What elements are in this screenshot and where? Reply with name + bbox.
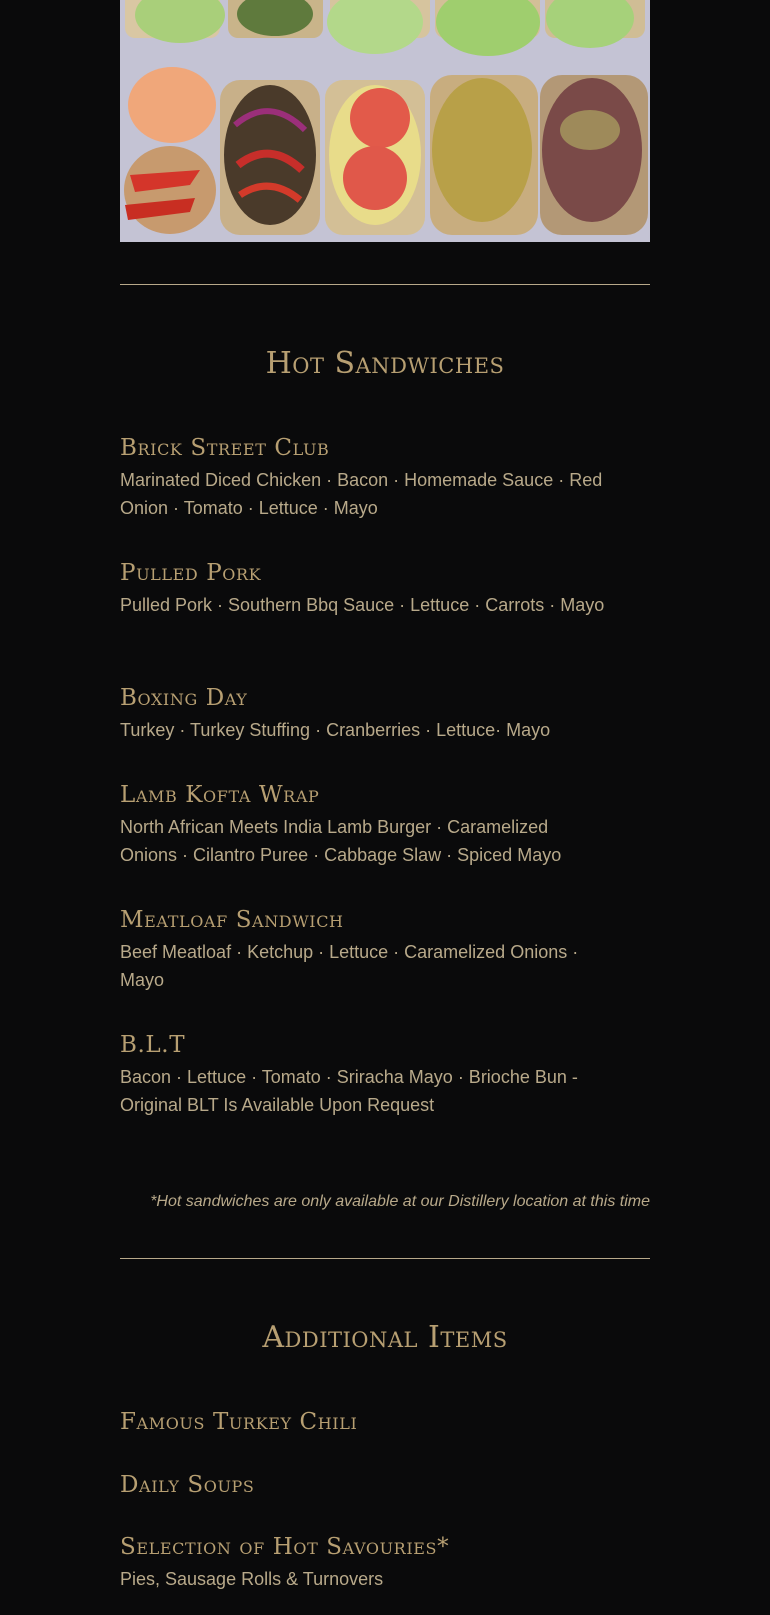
item-name: Daily Soups: [120, 1472, 255, 1498]
menu-item: [120, 1471, 610, 1499]
menu-item: [120, 684, 610, 744]
item-description: Bacon · Lettuce · Tomato · Sriracha Mayo · Brioche Bun - Original BLT Is Available Upon Request: [120, 1067, 578, 1115]
item-name: Brick Street Club: [120, 435, 330, 461]
middle-divider: [120, 1258, 650, 1259]
item-name: Lamb Kofta Wrap: [120, 782, 320, 808]
menu-item: [120, 906, 610, 994]
item-description: Marinated Diced Chicken · Bacon · Homemade Sauce · Red Onion · Tomato · Lettuce · Mayo: [120, 470, 603, 518]
sandwiches-photo: [120, 0, 650, 242]
menu-item: [120, 434, 610, 522]
hot-sandwiches-title: Hot Sandwiches: [265, 346, 505, 381]
item-name: Pulled Pork: [120, 560, 262, 586]
item-name: B.L.T: [120, 1032, 186, 1058]
top-divider: [120, 284, 650, 285]
item-description: Turkey · Turkey Stuffing · Cranberries · Lettuce· Mayo: [120, 720, 551, 740]
menu-item: [120, 559, 610, 619]
item-name: Selection of Hot Savouries*: [120, 1534, 450, 1560]
item-description: Pies, Sausage Rolls & Turnovers: [120, 1569, 384, 1589]
additional-items-title: Additional Items: [262, 1320, 508, 1355]
item-description: Beef Meatloaf · Ketchup · Lettuce · Caramelized Onions · Mayo: [120, 942, 579, 990]
item-description: Pulled Pork · Southern Bbq Sauce · Lettuce · Carrots · Mayo: [120, 595, 605, 615]
item-name: Famous Turkey Chili: [120, 1409, 358, 1435]
menu-item: [120, 1533, 610, 1593]
item-name: Boxing Day: [120, 685, 248, 711]
item-name: Meatloaf Sandwich: [120, 907, 344, 933]
menu-item: [120, 781, 610, 869]
item-description: North African Meets India Lamb Burger · Caramelized Onions · Cilantro Puree · Cabbage Slaw · Spiced Mayo: [120, 817, 562, 865]
availability-note: *Hot sandwiches are only available at our Distillery location at this time: [150, 1193, 650, 1210]
menu-item: [120, 1031, 610, 1119]
menu-item: [120, 1408, 610, 1436]
